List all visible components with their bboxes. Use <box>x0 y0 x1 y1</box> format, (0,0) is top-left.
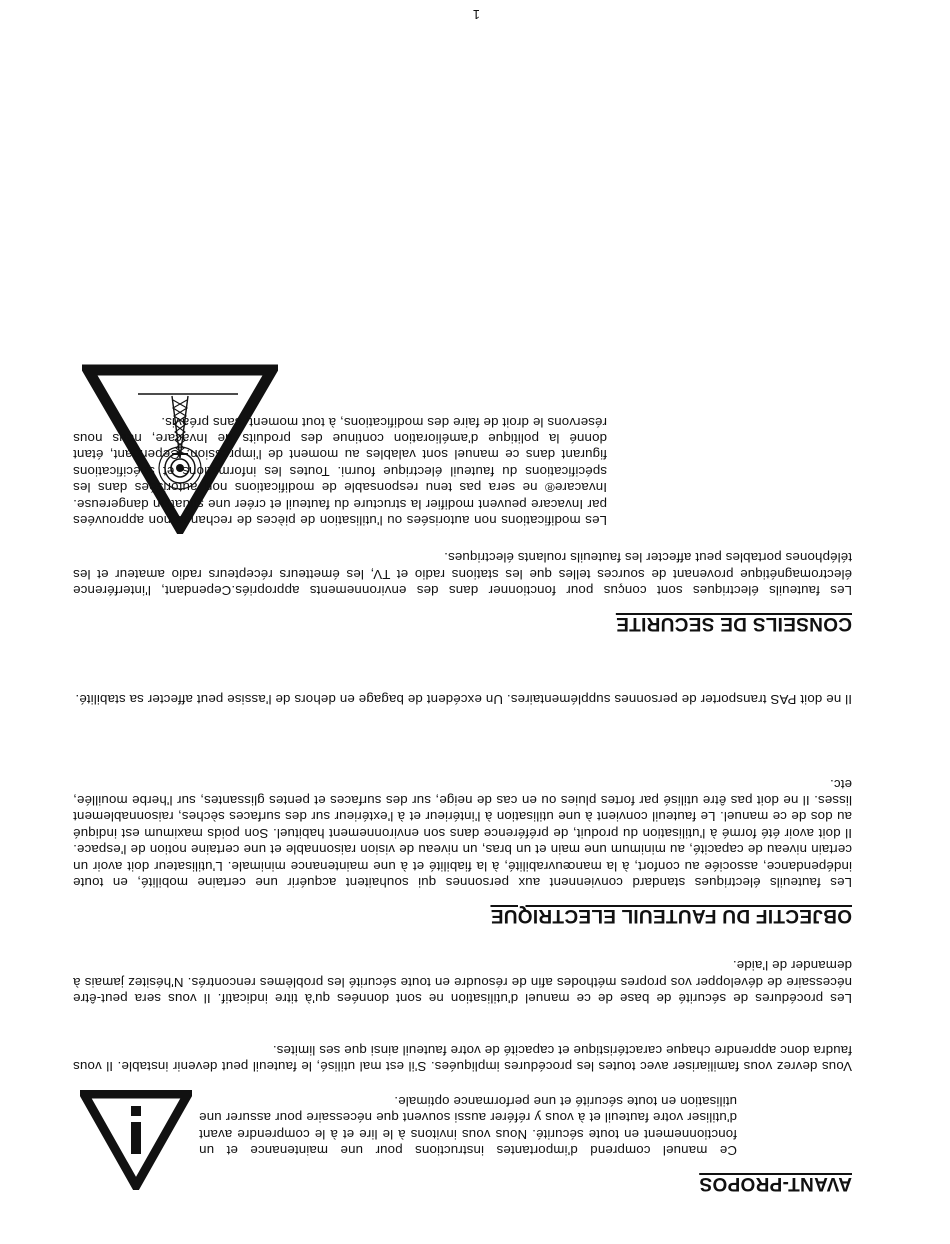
objectif-paragraph-1: Les fauteuils électriques standard conviennent aux personnes qui souhaitent acquérir une certaine mobilité, en toute indépendance, associée au confort, à la manœuvrabilité, à la fiabilité et à une maintenance minimale. L'utilisateur doit avoir un certain niveau de capacité, au minimum une main et un bras, un niveau de vision raisonnable et une certaine notion de l'espace. Il doit avoir été formé à l'utilisation du produit, de préférence dans son environnement habituel. Son poids maximum est indiqué au dos de ce manuel. Le fauteuil convient à une utilisation à l'intérieur et à l'extérieur sur des surfaces sèches, raisonnablement lisses. Il ne doit pas être utilisé par fortes pluies ou en cas de neige, sur des surfaces et pentes glissantes, sur l'herbe mouillée, etc. <box>73 776 852 890</box>
conseils-paragraph-2: Les modifications non autorisées ou l'utilisation de pièces de rechange non approuvées par Invacare peuvent modifier la structure du fauteuil et créer une situation dangereuse. Invacare® ne sera pas tenu responsable de modifications non autorisées dans les spécifications du fauteuil électrique fourni. Toutes les informations et spécifications figurant dans ce manuel sont valables au moment de l'impression. Cependant, étant donné la politique d'amélioration continue des produits de Invacare, nous nous réservons le droit de faire des modifications, à tout moment, sans préavis. <box>73 414 607 528</box>
section-title-avant-propos: AVANT-PROPOS <box>699 1173 852 1194</box>
avant-propos-paragraph-3: Les procédures de sécurité de base de ce manuel d'utilisation ne sont données qu'à titre indicatif. Il vous sera peut-être nécessaire de développer vos propres méthodes afin de résoudre en toute sécurité les problèmes rencontrés. N'hésitez jamais à demander de l'aide. <box>73 958 852 1006</box>
objectif-paragraph-2: Il ne doit PAS transporter de personnes supplémentaires. Un excédent de bagage en dehors de l'assise peut affecter sa stabilité. <box>75 692 852 707</box>
section-title-objectif: OBJECTIF DU FAUTEUIL ELECTRIQUE <box>490 905 852 926</box>
page-number: 1 <box>472 7 480 22</box>
caution-triangle-icon <box>80 1090 192 1190</box>
conseils-paragraph-1: Les fauteuils électriques sont conçus pour fonctionner dans des environnements appropriés.Cependant, l'interférence électromagnétique provenant de sources telles que les stations radio et TV, les émetteurs récepteurs radio amateur et les téléphones portables peut affecter les fauteuils roulants électriques. <box>73 550 852 598</box>
section-title-conseils: CONSEILS DE SECURITE <box>615 613 852 634</box>
avant-propos-intro: Ce manuel comprend d'importantes instructions pour une maintenance et un fonctionnement en toute sécurité. Nous vous invitons à le lire et à le comprendre avant d'utiliser votre fauteuil et à vous y référer aussi souvent que nécessaire pour assurer une utilisation en toute sécurité et une performance optimale. <box>199 1093 737 1158</box>
avant-propos-paragraph-2: Vous devrez vous familiariser avec toutes les procédures impliquées. S'il est mal utilisé, le fauteuil peut devenir instable. Il vous faudra donc apprendre chaque caractéristique et capacité de votre fauteuil ainsi que ses limites. <box>73 1042 852 1074</box>
